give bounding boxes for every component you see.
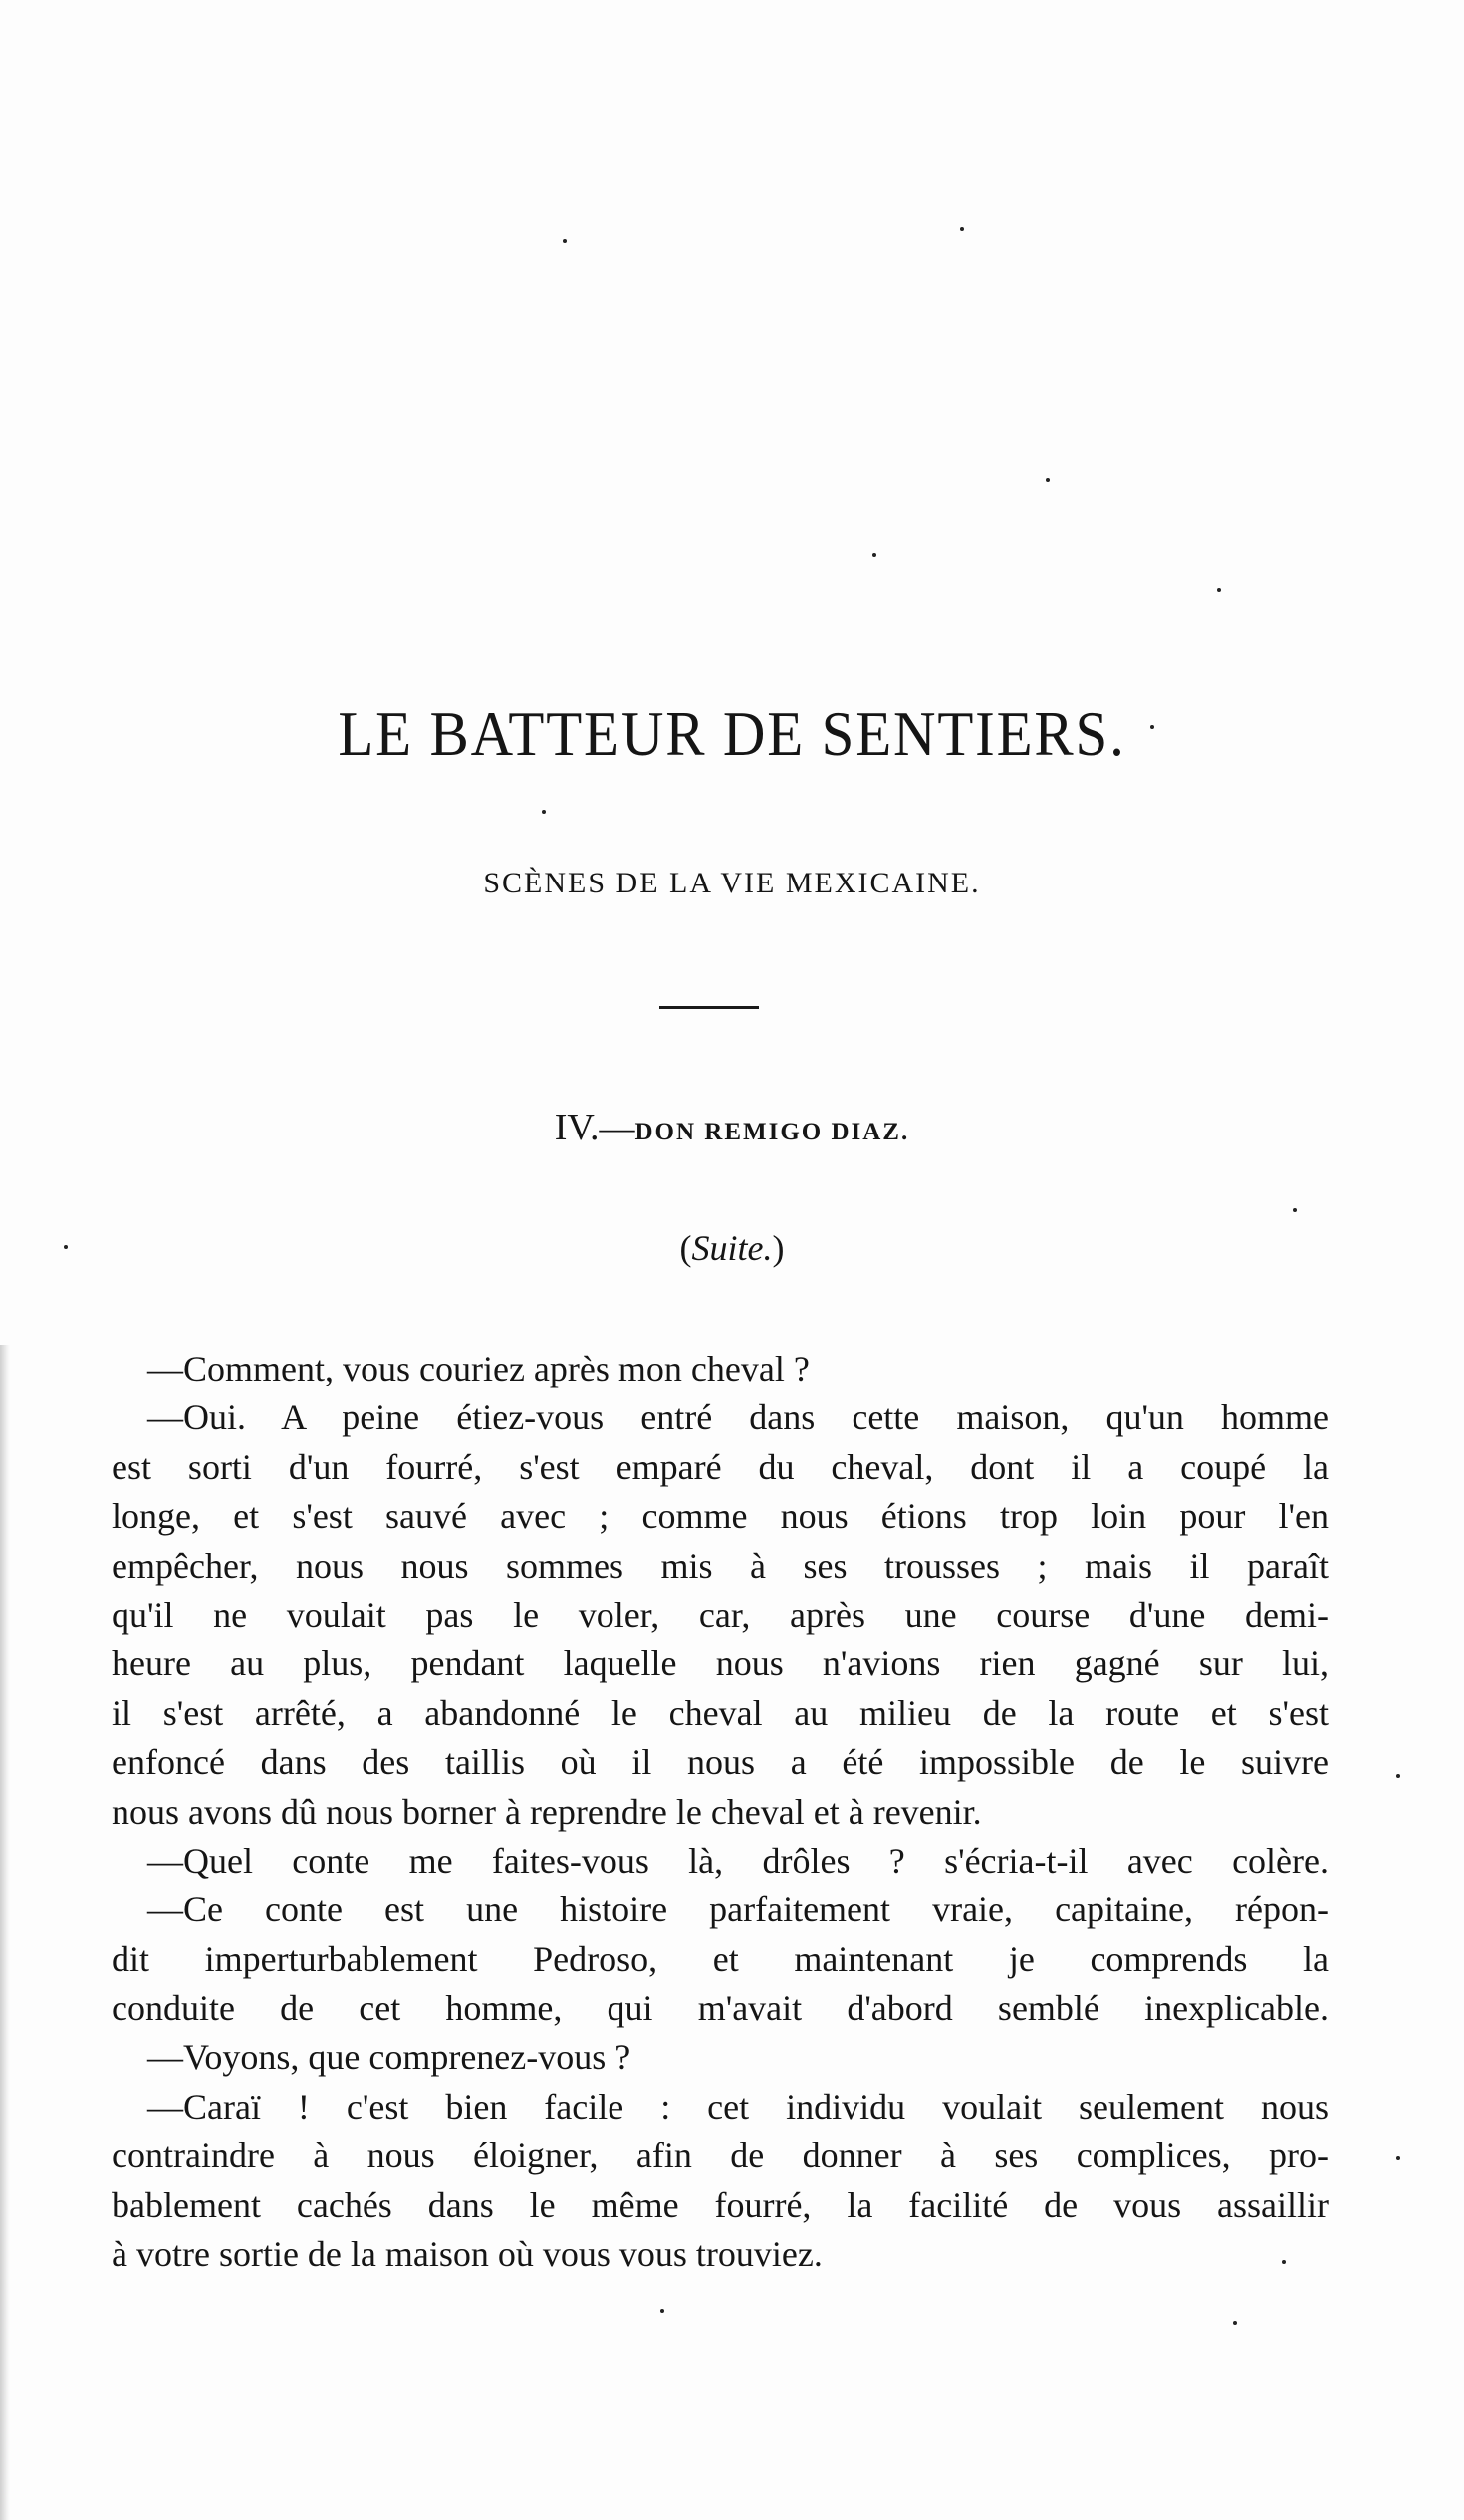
page-subtitle: SCÈNES DE LA VIE MEXICAINE. (483, 867, 981, 899)
text-line: —Voyons, que comprenez-vous ? (147, 2037, 631, 2078)
continuation-note: (Suite.) (679, 1228, 785, 1268)
chapter-dash: — (599, 1108, 635, 1147)
text-line: —Quel conte me faites-vous là, drôles ? s'écria-t-il avec colère. (147, 1840, 1329, 1881)
chapter-number: IV. (554, 1107, 600, 1148)
text-line: nous avons dû nous borner à reprendre le cheval et à revenir. (112, 1791, 982, 1832)
section-divider (659, 1006, 759, 1009)
body-text (112, 1345, 1329, 2279)
text-line: —Caraï ! c'est bien facile : cet individu voulait seulement nous (147, 2086, 1329, 2127)
text-line: est sorti d'un fourré, s'est emparé du cheval, dont il a coupé la (112, 1446, 1329, 1487)
scan-speck (563, 239, 567, 243)
chapter-heading (0, 1106, 1464, 1149)
text-line: qu'il ne voulait pas le voler, car, après une course d'une demi- (112, 1594, 1329, 1635)
scan-speck (872, 553, 876, 557)
scan-speck (1396, 2156, 1400, 2160)
text-line: il s'est arrêté, a abandonné le cheval au milieu de la route et s'est (112, 1692, 1329, 1733)
text-line: longe, et s'est sauvé avec ; comme nous étions trop loin pour l'en (112, 1496, 1329, 1537)
text-line: enfoncé dans des taillis où il nous a été impossible de le suivre (112, 1742, 1329, 1783)
scan-speck (542, 810, 546, 814)
text-line: —Oui. A peine étiez-vous entré dans cette maison, qu'un homme (147, 1397, 1329, 1438)
text-line: —Ce conte est une histoire parfaitement vraie, capitaine, répon- (147, 1890, 1329, 1930)
text-line: contraindre à nous éloigner, afin de donner à ses complices, pro- (112, 2136, 1329, 2176)
scan-speck (1217, 588, 1221, 592)
text-line: conduite de cet homme, qui m'avait d'abord semblé inexplicable. (112, 1988, 1329, 2029)
text-line: empêcher, nous nous sommes mis à ses trousses ; mais il paraît (112, 1545, 1329, 1586)
text-line: heure au plus, pendant laquelle nous n'avions rien gagné sur lui, (112, 1643, 1329, 1684)
scan-speck (660, 2309, 664, 2313)
text-line: dit imperturbablement Pedroso, et maintenant je comprends la (112, 1938, 1329, 1979)
page-title: LE BATTEUR DE SENTIERS. (338, 698, 1126, 769)
text-line: à votre sortie de la maison où vous vous trouviez. (112, 2234, 823, 2275)
chapter-name: DON REMIGO DIAZ. (634, 1119, 910, 1145)
continuation-label: Suite. (691, 1228, 773, 1268)
text-line: —Comment, vous couriez après mon cheval ? (147, 1349, 810, 1388)
scan-speck (960, 227, 964, 231)
scan-speck (1293, 1208, 1297, 1212)
page-binding-edge (0, 1345, 10, 2520)
text-line: bablement cachés dans le même fourré, la facilité de vous assaillir (112, 2184, 1329, 2225)
scan-speck (1233, 2321, 1237, 2325)
scan-speck (1046, 478, 1050, 482)
scan-speck (1396, 1774, 1400, 1778)
